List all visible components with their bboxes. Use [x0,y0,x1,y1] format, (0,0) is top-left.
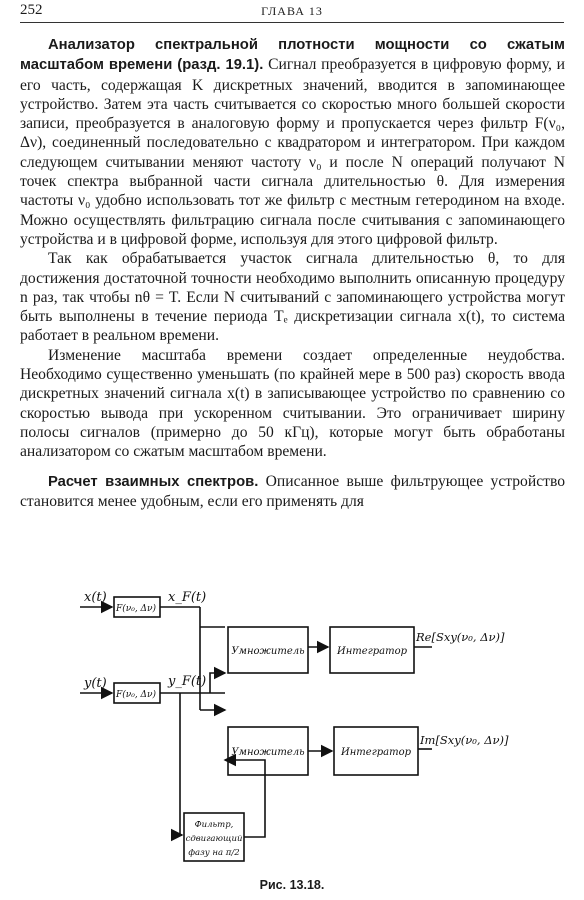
page-number: 252 [20,2,43,18]
paragraph-3-text: Изменение масштаба времени создает определенные неудобства. Необходимо существенно уменьшать (по крайней мере в 500 раз) скорость ввода дискретных значений сигнала x(t) в записывающее устройство по сравнению со скоростью вывода при ускоренном считывании. Это ограничивает ширину полосы сигналов (примерно до 50 кГц), которые могут быть обработаны анализатором со сжатым масштабом времени. [20,346,565,461]
label-output-im: Im[Sxy(ν₀, Δν)] [420,733,509,747]
label-filter-x: F(ν₀, Δν) [116,604,157,614]
paragraph-1-text: Сигнал преобразуется в цифровую форму, и его часть, содержащая K дискретных значений, вводится в запоминающее устройство. Затем эта часть считывается со скоростью много большей скорости записи, преобразуется в аналоговую форму и пропускается через фильтр F(ν₀, Δν), соединенный последовательно с квадратором и интегратором. При каждом следующем считывании меняют частоту ν₀ и после N операций получают N точек спектра выбранной части сигнала длительностью θ. Для измерения частоты ν₀ удобно использовать тот же фильтр с местным гетеродином на входе. Можно осуществлять фильтрацию сигнала после считывания с запоминающего устройства и в цифровой форме, используя для этого цифровой фильтр. [20,56,566,248]
label-out-y: y_F(t) [168,674,207,689]
paragraph-1 [20,35,565,249]
label-out-x: x_F(t) [168,590,207,605]
figure-caption: Рис. 13.18. [259,878,325,892]
label-integrator-1: Интегратор [336,646,408,657]
paragraph-4 [20,472,565,512]
chapter-title: ГЛАВА 13 [261,4,323,18]
paragraph-4-heading: Расчет взаимных спектров. [48,473,259,490]
paragraph-2-text: Так как обрабатывается участок сигнала длительностью θ, то для достижения достаточной точности необходимо выполнить описанную процедуру n раз, так чтобы nθ = T. Если N считываний с запоминающего устройства могут быть выполнены в течение периода Tₑ дискретизации сигнала x(t), то система работает в реальном времени. [20,250,565,345]
label-phase-2: сдвигающий [185,834,243,844]
label-integrator-2: Интегратор [340,747,412,758]
label-phase-3: фазу на π/2 [188,848,240,858]
label-filter-y: F(ν₀, Δν) [116,690,157,700]
paragraph-4-text: Описанное выше фильтрующее устройство становится менее удобным, если его применять для [20,472,565,510]
paragraph-2 [20,249,565,345]
block-diagram [70,585,530,870]
label-input-y: y(t) [84,676,107,691]
body-text [20,35,565,511]
label-multiplier-1: Умножитель [231,646,305,657]
label-input-x: x(t) [84,590,107,605]
line-y-to-mult1 [210,673,225,693]
header-rule [20,22,564,23]
page-header [20,2,564,22]
label-multiplier-2: Умножитель [231,747,305,758]
paragraph-3 [20,346,565,462]
block-diagram-svg [70,585,530,870]
paragraph-1-heading: Анализатор спектральной плотности мощности со сжатым масштабом времени (разд. 19.1). [20,37,565,74]
label-phase-1: Фильтр, [194,820,234,830]
label-output-re: Re[Sxy(ν₀, Δν)] [416,630,505,644]
